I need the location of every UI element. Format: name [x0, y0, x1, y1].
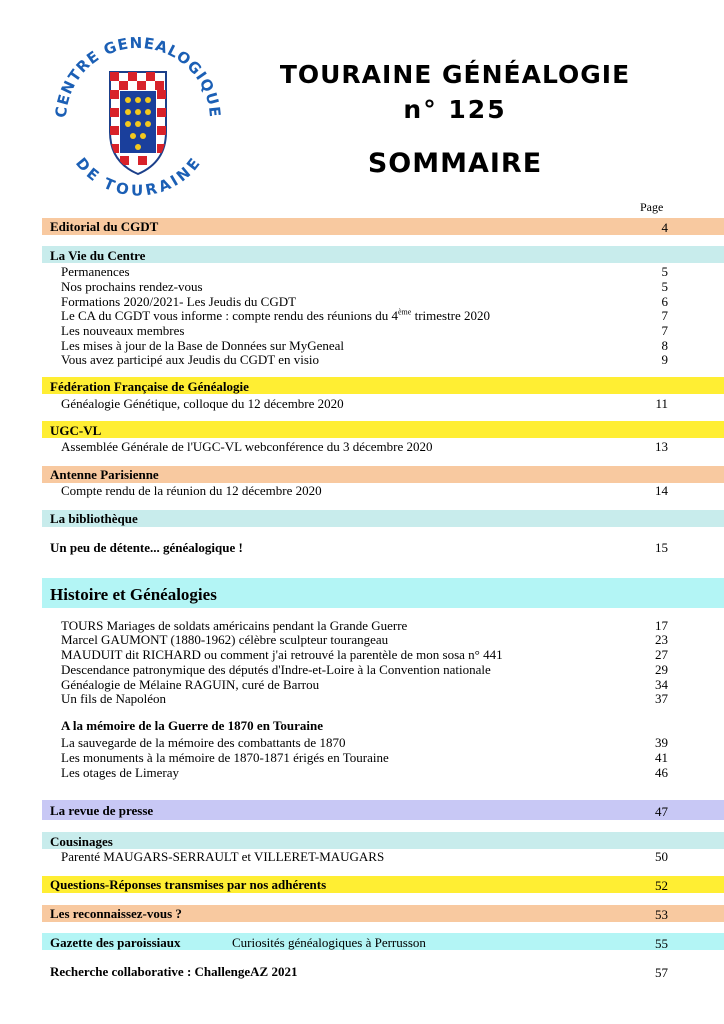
- magazine-title: TOURAINE GÉNÉALOGIE: [279, 60, 631, 89]
- toc-item[interactable]: Les nouveaux membres: [61, 323, 185, 338]
- toc-page: 27: [655, 647, 668, 662]
- toc-item[interactable]: MAUDUIT dit RICHARD ou comment j'ai retrouvé la parentèle de mon sosa n° 441: [61, 647, 503, 662]
- page-column-label: Page: [640, 200, 664, 214]
- section-editorial[interactable]: Editorial du CGDT: [50, 219, 159, 234]
- toc-page: 57: [655, 965, 668, 980]
- toc-item[interactable]: Les monuments à la mémoire de 1870-1871 érigés en Touraine: [61, 750, 389, 765]
- toc-item[interactable]: Descendance patronymique des députés d'Indre-et-Loire à la Convention nationale: [61, 662, 491, 677]
- toc-page: 5: [661, 264, 668, 279]
- section-ffg[interactable]: Fédération Française de Généalogie: [50, 379, 249, 394]
- logo-top-text: CENTRE GENEALOGIQUE: [51, 33, 225, 119]
- section-cousinages[interactable]: Cousinages: [50, 834, 113, 849]
- toc-page: 15: [655, 540, 668, 555]
- page-editorial: 4: [661, 220, 668, 235]
- toc-item[interactable]: TOURS Mariages de soldats américains pendant la Grande Guerre: [61, 618, 408, 633]
- toc-page: 6: [661, 294, 668, 309]
- toc-item[interactable]: La sauvegarde de la mémoire des combattants de 1870: [61, 735, 346, 750]
- band-cousinages: [42, 832, 724, 849]
- toc-page: 34: [655, 677, 668, 692]
- issue-number: n° 125: [403, 95, 507, 124]
- toc-item[interactable]: Compte rendu de la réunion du 12 décembre 2020: [61, 483, 322, 498]
- toc-item[interactable]: Parenté MAUGARS-SERRAULT et VILLERET-MAUGARS: [61, 849, 385, 864]
- toc-page: 50: [655, 849, 668, 864]
- toc-item[interactable]: Marcel GAUMONT (1880-1962) célèbre sculpteur tourangeau: [61, 632, 389, 647]
- toc-item[interactable]: Permanences: [61, 264, 130, 279]
- section-vie-du-centre[interactable]: La Vie du Centre: [50, 248, 146, 263]
- toc-item[interactable]: Les mises à jour de la Base de Données sur MyGeneal: [61, 338, 345, 353]
- toc-page: 9: [661, 352, 668, 367]
- toc-page: 46: [655, 765, 668, 780]
- toc-page: 11: [655, 396, 668, 411]
- toc-page: 23: [655, 632, 668, 647]
- toc-page: 29: [655, 662, 668, 677]
- toc-item[interactable]: Formations 2020/2021- Les Jeudis du CGDT: [61, 294, 297, 309]
- toc-item[interactable]: Curiosités généalogiques à Perrusson: [232, 935, 426, 950]
- toc-page: 8: [661, 338, 668, 353]
- toc-item-text: Le CA du CGDT vous informe : compte rendu des réunions du 4: [61, 308, 398, 323]
- section-detente[interactable]: Un peu de détente... généalogique !: [50, 540, 243, 555]
- toc-page: 13: [655, 439, 668, 454]
- toc-item[interactable]: Les otages de Limeray: [61, 765, 180, 780]
- toc-page: 55: [655, 936, 668, 951]
- toc-page: 39: [655, 735, 668, 750]
- toc-item[interactable]: [61, 308, 490, 323]
- subsection-guerre-1870[interactable]: A la mémoire de la Guerre de 1870 en Touraine: [61, 718, 324, 733]
- superscript: ème: [398, 307, 412, 317]
- section-antenne-parisienne[interactable]: Antenne Parisienne: [50, 467, 159, 482]
- toc-page: 7: [661, 308, 668, 323]
- toc-item[interactable]: Nos prochains rendez-vous: [61, 279, 203, 294]
- section-reconnaissez-vous[interactable]: Les reconnaissez-vous ?: [50, 906, 182, 921]
- cgdt-logo: [48, 28, 228, 196]
- toc-item[interactable]: Vous avez participé aux Jeudis du CGDT en visio: [61, 352, 320, 367]
- toc-item[interactable]: Assemblée Générale de l'UGC-VL webconférence du 3 décembre 2020: [61, 439, 433, 454]
- band-ugc: [42, 421, 724, 438]
- section-histoire[interactable]: Histoire et Généalogies: [50, 585, 217, 604]
- band-bibliotheque: [42, 510, 724, 527]
- summary-title: SOMMAIRE: [367, 148, 543, 179]
- toc-item[interactable]: Généalogie Génétique, colloque du 12 décembre 2020: [61, 396, 344, 411]
- toc-item-text-after: trimestre 2020: [411, 308, 491, 323]
- toc-page: 47: [655, 804, 668, 819]
- toc-item[interactable]: Un fils de Napoléon: [61, 691, 167, 706]
- toc-page: 7: [661, 323, 668, 338]
- section-gazette[interactable]: Gazette des paroissiaux: [50, 935, 181, 950]
- section-bibliotheque[interactable]: La bibliothèque: [50, 511, 138, 526]
- toc-page: 14: [655, 483, 668, 498]
- section-ugc-vl[interactable]: UGC-VL: [50, 423, 102, 438]
- section-questions-reponses[interactable]: Questions-Réponses transmises par nos adhérents: [50, 877, 327, 892]
- toc-page: 52: [655, 878, 668, 893]
- section-revue-presse[interactable]: La revue de presse: [50, 803, 154, 818]
- toc-item[interactable]: Généalogie de Mélaine RAGUIN, curé de Barrou: [61, 677, 320, 692]
- toc-page: 5: [661, 279, 668, 294]
- toc-page: 17: [655, 618, 668, 633]
- toc-page: 53: [655, 907, 668, 922]
- shield-icon: [110, 72, 166, 174]
- toc-page: 37: [655, 691, 668, 706]
- toc-page: 41: [655, 750, 668, 765]
- section-recherche-collaborative[interactable]: Recherche collaborative : ChallengeAZ 2021: [50, 964, 298, 979]
- logo-bottom-text: DE TOURAINE: [72, 154, 205, 196]
